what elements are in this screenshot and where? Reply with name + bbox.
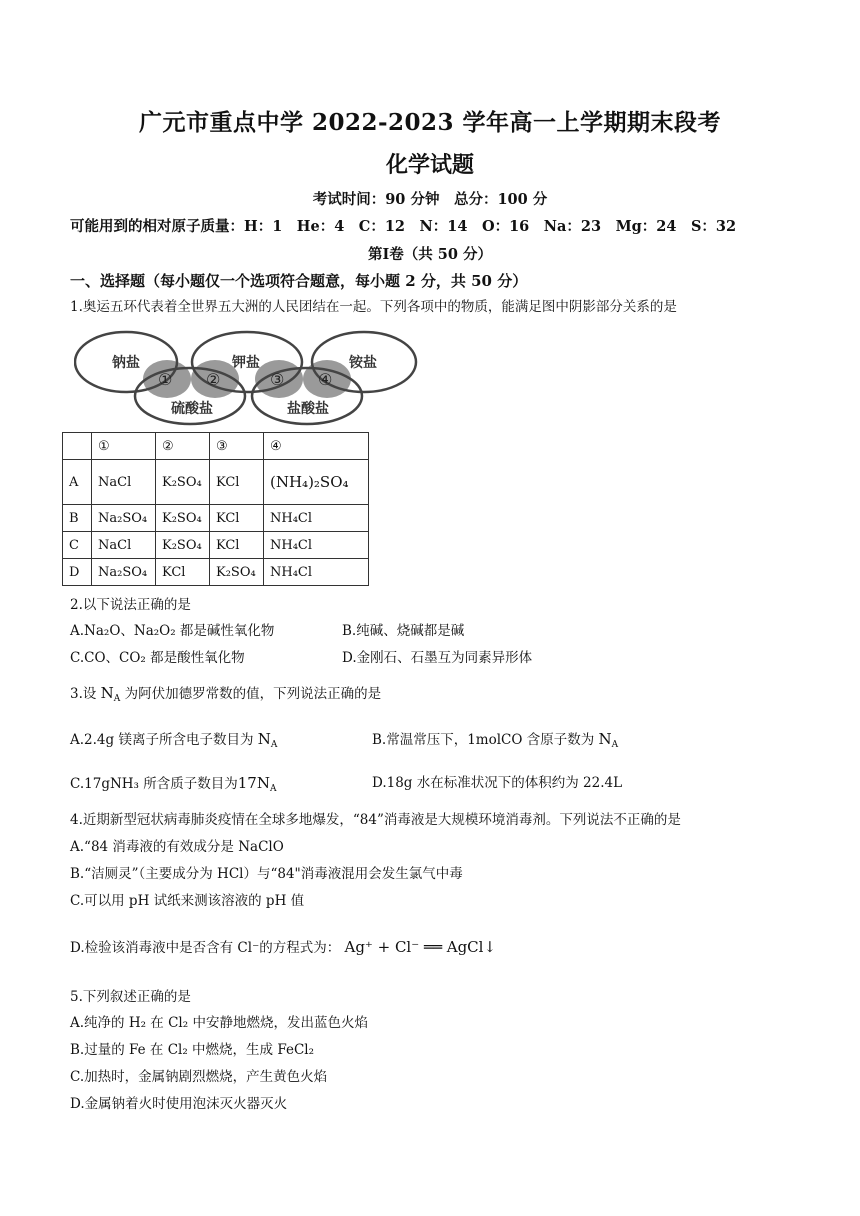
na-subscript: A: [269, 784, 277, 794]
q5-option-b: B.过量的 Fe 在 Cl₂ 中燃烧，生成 FeCl₂: [70, 1042, 315, 1058]
section-heading: 一、选择题（每小题仅一个选项符合题意，每小题 2 分，共 50 分）: [70, 272, 528, 290]
table-header-cell: ④: [264, 433, 369, 460]
table-cell: Na₂SO₄: [92, 559, 156, 586]
ring-label-sodium-salt: 钠盐: [112, 355, 140, 371]
table-cell: KCl: [156, 559, 210, 586]
table-header-row: [63, 433, 369, 460]
marker-2: ②: [206, 370, 221, 389]
marker-1: ①: [158, 370, 173, 389]
q5-option-c: C.加热时，金属钠剧烈燃烧，产生黄色火焰: [70, 1069, 328, 1085]
exam-subtitle: 化学试题: [385, 152, 474, 178]
table-cell: K₂SO₄: [210, 559, 264, 586]
q2-option-b: B.纯碱、烧碱都是碱: [342, 623, 465, 639]
q5-option-a: A.纯净的 H₂ 在 Cl₂ 中安静地燃烧，发出蓝色火焰: [70, 1015, 368, 1031]
table-cell: NaCl: [92, 460, 156, 505]
exam-title: 广元市重点中学 2022-2023 学年高一上学期期末段考: [138, 109, 722, 136]
q2-option-a: A.Na₂O、Na₂O₂ 都是碱性氧化物: [70, 623, 275, 639]
table-cell: K₂SO₄: [156, 505, 210, 532]
q4-option-c: C.可以用 pH 试纸来测该溶液的 pH 值: [70, 893, 305, 909]
table-cell: C: [63, 532, 92, 559]
na-symbol: N: [598, 730, 612, 748]
rings-diagram: [74, 328, 420, 426]
table-cell: K₂SO₄: [156, 460, 210, 505]
table-cell: KCl: [210, 532, 264, 559]
q3-option-c-text: C.17gNH₃ 所含质子数目为: [70, 776, 238, 792]
table-cell: B: [63, 505, 92, 532]
q4-option-d-text: D.检验该消毒液中是否含有 Cl⁻的方程式为：: [70, 940, 341, 956]
table-header-cell: ③: [210, 433, 264, 460]
ring-label-ammonium-salt: 铵盐: [349, 355, 377, 371]
table-cell: KCl: [210, 505, 264, 532]
atomic-masses: 可能用到的相对原子质量：H：1 He：4 C：12 N：14 O：16 Na：23 Mg：24 S：32: [70, 218, 737, 235]
ring-label-sulfate: 硫酸盐: [171, 401, 213, 417]
precipitation-equation: Ag⁺ + Cl⁻ ══ AgCl↓: [344, 938, 497, 956]
q4-option-b: B.“洁厕灵”（主要成分为 HCl）与“84"消毒液混用会发生氯气中毒: [70, 866, 463, 882]
q3-stem-suffix: 为阿伏加德罗常数的值，下列说法正确的是: [120, 686, 382, 702]
table-row: [63, 532, 369, 559]
na-subscript: A: [270, 740, 278, 750]
table-cell: K₂SO₄: [156, 532, 210, 559]
q4-option-d: [70, 938, 496, 957]
q2-option-d: D.金刚石、石墨互为同素异形体: [342, 650, 533, 666]
table-row: [63, 505, 369, 532]
table-cell: Na₂SO₄: [92, 505, 156, 532]
table-cell: NH₄Cl: [264, 532, 369, 559]
table-row: [63, 559, 369, 586]
q3-option-d: D.18g 水在标准状况下的体积约为 22.4L: [372, 775, 623, 791]
q3-stem-prefix: 3.设: [70, 686, 101, 702]
na-symbol: N: [257, 730, 271, 748]
q1-table: [62, 432, 369, 586]
na-subscript: A: [113, 694, 121, 704]
q2-option-c: C.CO、CO₂ 都是酸性氧化物: [70, 650, 245, 666]
q3-option-b: [372, 730, 618, 754]
q1-stem: 1.奥运五环代表着全世界五大洲的人民团结在一起。下列各项中的物质，能满足图中阴影部分关系的是: [70, 299, 677, 315]
table-row: [63, 460, 369, 505]
q5-option-d: D.金属钠着火时使用泡沫灭火器灭火: [70, 1096, 288, 1112]
part-heading: 第Ⅰ卷（共 50 分）: [367, 246, 493, 263]
ring-label-potassium-salt: 钾盐: [232, 355, 260, 371]
na-coefficient: 17N: [237, 774, 270, 792]
q3-option-b-text: B.常温常压下，1molCO 含原子数为: [372, 732, 599, 748]
q3-option-c: [70, 774, 276, 798]
q3-stem: [70, 684, 381, 708]
table-cell: A: [63, 460, 92, 505]
table-header-cell: [63, 433, 92, 460]
marker-4: ④: [318, 370, 333, 389]
table-cell: NH₄Cl: [264, 505, 369, 532]
table-cell: NaCl: [92, 532, 156, 559]
q4-option-a: A.“84 消毒液的有效成分是 NaClO: [70, 839, 284, 855]
q3-option-a: [70, 730, 277, 754]
ring-label-chloride: 盐酸盐: [287, 401, 329, 417]
table-cell: KCl: [210, 460, 264, 505]
q4-stem: 4.近期新型冠状病毒肺炎疫情在全球多地爆发，“84”消毒液是大规模环境消毒剂。下列说法不正确的是: [70, 812, 681, 828]
q3-option-a-text: A.2.4g 镁离子所含电子数目为: [70, 732, 258, 748]
table-header-cell: ②: [156, 433, 210, 460]
table-cell: (NH₄)₂SO₄: [264, 460, 369, 505]
na-subscript: A: [611, 740, 619, 750]
exam-info: 考试时间：90 分钟 总分：100 分: [312, 191, 548, 208]
marker-3: ③: [270, 370, 285, 389]
table-cell: D: [63, 559, 92, 586]
na-symbol: N: [100, 684, 114, 702]
table-cell: NH₄Cl: [264, 559, 369, 586]
table-header-cell: ①: [92, 433, 156, 460]
q5-stem: 5.下列叙述正确的是: [70, 989, 191, 1005]
q2-stem: 2.以下说法正确的是: [70, 597, 191, 613]
